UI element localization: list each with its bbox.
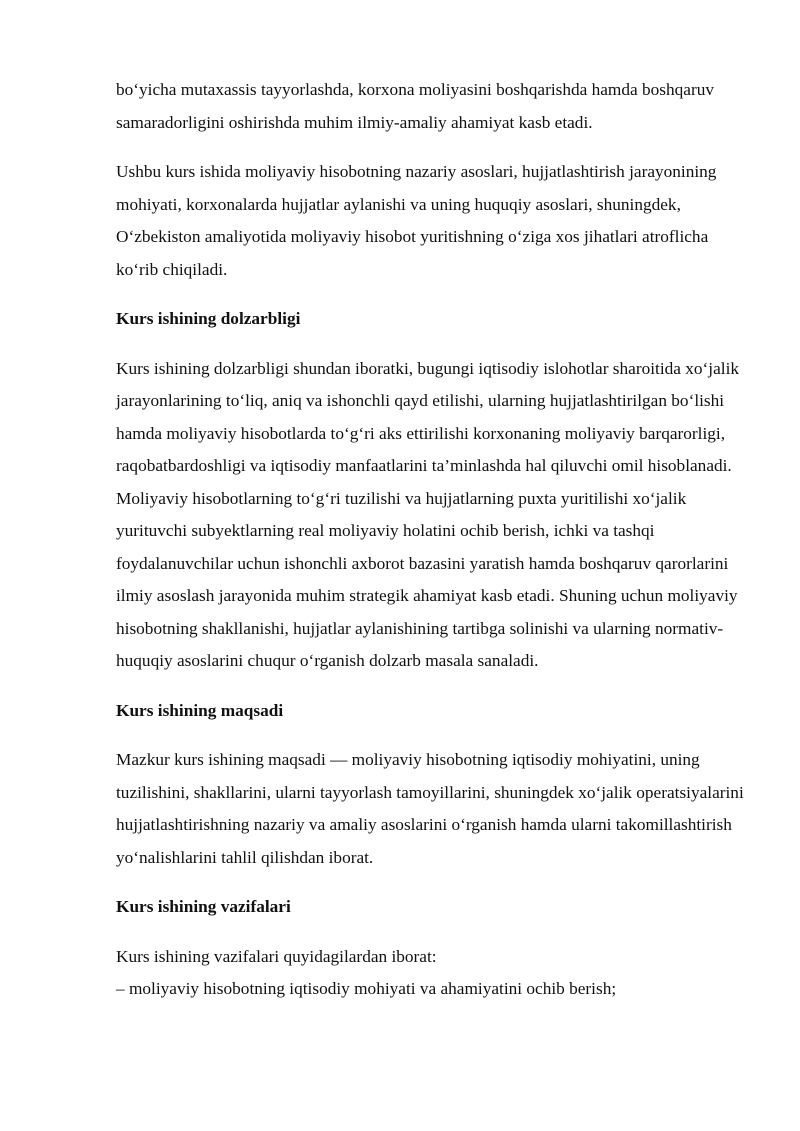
- tasks-list: [116, 941, 746, 1006]
- intro-tail-paragraph: bo‘yicha mutaxassis tayyorlashda, korxona moliyasini boshqarishda hamda boshqaruv samaradorligini oshirishda muhim ilmiy-amaliy ahamiyat kasb etadi.: [116, 80, 715, 132]
- task-item: – moliyaviy hisobotning iqtisodiy mohiyati va ahamiyatini ochib berish;: [116, 979, 617, 998]
- tasks-heading: Kurs ishining vazifalari: [116, 897, 291, 916]
- relevance-paragraph: Kurs ishining dolzarbligi shundan iboratki, bugungi iqtisodiy islohotlar sharoitida xo‘jalik jarayonlarining to‘liq, aniq va ishonchli qayd etilishi, ularning hujjatlashtirilgan bo‘lishi hamda moliyaviy hisobotlarda to‘g‘ri aks ettirilishi korxonaning moliyaviy barqarorligi, raqobatbardoshligi va iqtisodiy manfaatlarini ta’minlashda hal qiluvchi omil hisoblanadi. Moliyaviy hisobotlarning to‘g‘ri tuzilishi va hujjatlarning puxta yuritilishi xo‘jalik yurituvchi subyektlarning real moliyaviy holatini ochib berish, ichki va tashqi foydalanuvchilar uchun ishonchli axborot bazasini yaratish hamda boshqaruv qarorlarini ilmiy asoslash jarayonida muhim strategik ahamiyat kasb etadi. Shuning uchun moliyaviy hisobotning shakllanishi, hujjatlar aylanishining tartibga solinishi va ularning normativ-huquqiy asoslarini chuqur o‘rganish dolzarb masala sanaladi.: [116, 358, 740, 670]
- document-page: [116, 74, 746, 1006]
- goal-paragraph: Mazkur kurs ishining maqsadi — moliyaviy hisobotning iqtisodiy mohiyatini, uning tuzilishini, shakllarini, ularni tayyorlash tamoyillarini, shuningdek xo‘jalik operatsiyalarini hujjatlashtirishning nazariy va amaliy asoslarini o‘rganish hamda ularni takomillashtirish yo‘nalishlarini tahlil qilishdan iborat.: [116, 750, 744, 867]
- tasks-intro: Kurs ishining vazifalari quyidagilardan iborat:: [116, 946, 437, 966]
- goal-heading: Kurs ishining maqsadi: [116, 700, 284, 720]
- relevance-heading: Kurs ishining dolzarbligi: [116, 309, 301, 328]
- scope-paragraph: Ushbu kurs ishida moliyaviy hisobotning nazariy asoslari, hujjatlashtirish jarayonining mohiyati, korxonalarda hujjatlar aylanishi va uning huquqiy asoslari, shuningdek, O‘zbekiston amaliyotida moliyaviy hisobot yuritishning o‘ziga xos jihatlari atroflicha ko‘rib chiqiladi.: [116, 162, 717, 279]
